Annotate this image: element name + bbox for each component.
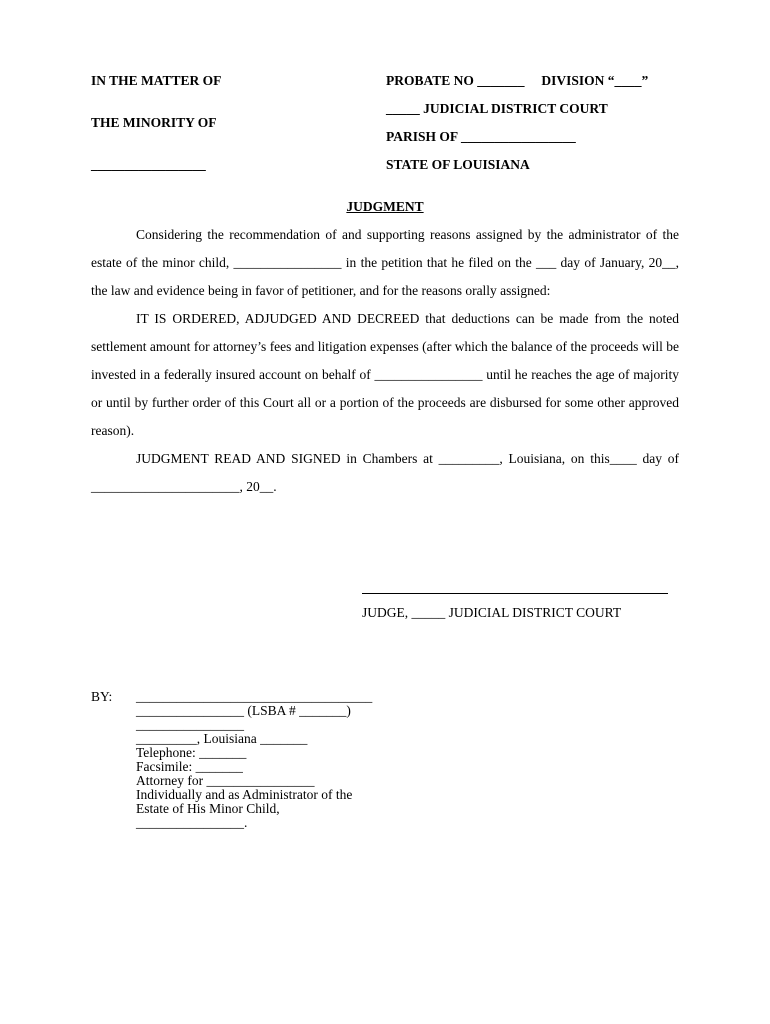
judge-signature-line: [362, 593, 668, 594]
attorney-capacity: Individually and as Administrator of the: [136, 787, 353, 802]
attorney-for: Attorney for ________________: [136, 773, 315, 788]
judge-signature-label: JUDGE, _____ JUDICIAL DISTRICT COURT: [362, 605, 622, 620]
attorney-block: [136, 690, 372, 830]
paragraph-considering: Considering the recommendation of and supporting reasons assigned by the administrator of the estate of the minor child, ________________ in the petition that he filed on the ___ day of January, 20__, the law and evidence being in favor of petitioner, and for the reasons orally assigned:: [91, 227, 679, 298]
attorney-name-lsba: ________________ (LSBA # _______): [136, 703, 351, 718]
caption-parish: PARISH OF _________________: [386, 129, 576, 144]
caption-in-the-matter-of: IN THE MATTER OF: [91, 73, 222, 88]
caption-state: STATE OF LOUISIANA: [386, 157, 530, 172]
attorney-city: _________, Louisiana _______: [136, 731, 308, 746]
attorney-estate: Estate of His Minor Child,: [136, 801, 280, 816]
document-title: JUDGMENT: [346, 199, 424, 214]
paragraph-ordered: IT IS ORDERED, ADJUDGED AND DECREED that deductions can be made from the noted settlement amount for attorney’s fees and litigation expenses (after which the balance of the proceeds will be invested in a federally insured account on behalf of ________________ until he reaches the age of majority or until by further order of this Court all or a portion of the proceeds are disbursed for some other approved reason).: [91, 311, 679, 438]
caption-probate-division: PROBATE NO _______ DIVISION “____”: [386, 73, 649, 88]
caption-minority-of: THE MINORITY OF: [91, 115, 217, 130]
attorney-child-name-blank: ________________.: [136, 815, 248, 830]
paragraph-read-and-signed: JUDGMENT READ AND SIGNED in Chambers at _________, Louisiana, on this____ day of ______________________, 20__.: [91, 451, 679, 494]
caption-minor-name-blank: _________________: [91, 157, 206, 172]
body-text: [91, 221, 679, 501]
attorney-address-blank: ________________: [136, 717, 244, 732]
by-label: BY:: [91, 689, 113, 704]
caption-district-court: _____ JUDICIAL DISTRICT COURT: [386, 101, 608, 116]
attorney-signature-line: ___________________________________: [136, 689, 373, 704]
attorney-facsimile: Facsimile: _______: [136, 759, 243, 774]
attorney-telephone: Telephone: _______: [136, 745, 247, 760]
